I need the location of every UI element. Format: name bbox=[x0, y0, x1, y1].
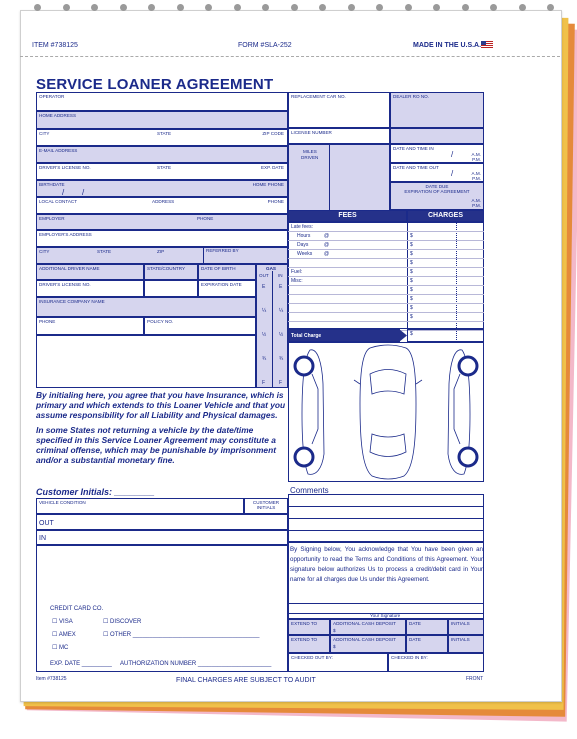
extend-dollar: $ bbox=[333, 628, 336, 633]
fee-row-line bbox=[288, 231, 484, 232]
comments-label: Comments bbox=[290, 486, 329, 495]
fee-row-line bbox=[288, 303, 484, 304]
fee-row-line bbox=[288, 285, 484, 286]
fee-dollar: $ bbox=[410, 233, 413, 239]
gas-divider bbox=[272, 271, 273, 388]
total-charge-value[interactable]: $ bbox=[407, 329, 484, 342]
condition-out-row[interactable]: OUT bbox=[36, 514, 288, 530]
criminal-offense-statement: In some States not returning a vehicle by the date/time specified in this Service Loaner Agreement may constitute a criminal offense, which may be punishable by imprisonment and/or a substantial monetary fine. bbox=[36, 425, 276, 465]
gas-label: GAS bbox=[266, 266, 276, 271]
state-country-field[interactable]: STATE/COUNTRY bbox=[144, 264, 198, 280]
us-flag-icon bbox=[481, 41, 493, 48]
amex-checkbox[interactable]: ☐ AMEX bbox=[52, 632, 76, 638]
your-signature-label: Your Signature bbox=[370, 613, 401, 618]
fee-dollar: $ bbox=[410, 242, 413, 248]
comment-line bbox=[288, 506, 484, 507]
at-hours: @ bbox=[324, 233, 330, 239]
replacement-car-field[interactable]: REPLACEMENT CAR NO. bbox=[288, 92, 390, 128]
item-number: ITEM #738125 bbox=[32, 42, 78, 49]
binding-hole bbox=[490, 4, 497, 11]
binding-holes bbox=[20, 4, 560, 14]
date-of-birth-field[interactable]: DATE OF BIRTH bbox=[198, 264, 256, 280]
fee-dollar: $ bbox=[410, 296, 413, 302]
binding-hole bbox=[34, 4, 41, 11]
phone-field[interactable]: PHONE bbox=[36, 317, 144, 335]
birthdate-field[interactable]: BIRTHDATE HOME PHONE / / bbox=[36, 180, 288, 197]
employer-field[interactable]: EMPLOYER PHONE bbox=[36, 214, 288, 230]
extend-cell[interactable]: DATE bbox=[406, 619, 448, 635]
binding-hole bbox=[519, 4, 526, 11]
credit-card-label: CREDIT CARD CO. bbox=[50, 606, 104, 612]
charges-header: CHARGES bbox=[407, 210, 484, 222]
other-checkbox[interactable]: ☐ OTHER ______________________________________ bbox=[103, 632, 260, 638]
gas-mark-in: E bbox=[279, 284, 283, 290]
fee-dollar: $ bbox=[410, 287, 413, 293]
additional-driver-field[interactable]: ADDITIONAL DRIVER NAME bbox=[36, 264, 144, 280]
fees-header: FEES bbox=[288, 210, 407, 222]
fee-row-line bbox=[288, 276, 484, 277]
extend-cell[interactable]: INITIALS bbox=[448, 635, 484, 653]
binding-hole bbox=[120, 4, 127, 11]
extend-cell[interactable]: EXTEND TO bbox=[288, 619, 330, 635]
state-country-2-field[interactable] bbox=[144, 280, 198, 297]
extend-cell[interactable]: ADDITIONAL CASH DEPOSIT $ bbox=[330, 635, 406, 653]
insurance-statement: By initialing here, you agree that you have Insurance, which is primary and which extends to this Loaner Vehicle and that you assume responsibility for all Liability and Physical damages. bbox=[36, 390, 286, 420]
fee-row-line bbox=[288, 258, 484, 259]
date-time-in-field[interactable]: DATE AND TIME IN / A.M. P.M. bbox=[390, 144, 484, 163]
drivers-license-field[interactable]: DRIVER'S LICENSE NO. STATE EXP. DATE bbox=[36, 163, 288, 180]
binding-hole bbox=[405, 4, 412, 11]
gas-mark-in: ¾ bbox=[279, 356, 284, 362]
fee-dollar: $ bbox=[410, 269, 413, 275]
at-weeks: @ bbox=[324, 251, 330, 257]
misc-label: Misc: bbox=[291, 278, 303, 284]
weeks-label: Weeks bbox=[297, 251, 313, 257]
gas-mark-out: ½ bbox=[262, 332, 267, 338]
checked-in-field[interactable]: CHECKED IN BY: bbox=[388, 653, 484, 672]
binding-hole bbox=[91, 4, 98, 11]
binding-hole bbox=[205, 4, 212, 11]
extend-cell[interactable]: ADDITIONAL CASH DEPOSIT $ bbox=[330, 619, 406, 635]
operator-field[interactable]: OPERATOR bbox=[36, 92, 288, 111]
fee-row-line bbox=[288, 321, 484, 322]
footer-item: Item #738125 bbox=[36, 676, 67, 682]
extend-dollar: $ bbox=[333, 644, 336, 649]
notes-area[interactable] bbox=[36, 335, 256, 388]
binding-hole bbox=[319, 4, 326, 11]
binding-hole bbox=[376, 4, 383, 11]
binding-hole bbox=[148, 4, 155, 11]
expiration-date-field[interactable]: EXPIRATION DATE bbox=[198, 280, 256, 297]
perforation-line bbox=[20, 56, 560, 57]
fee-dollar: $ bbox=[410, 305, 413, 311]
visa-checkbox[interactable]: ☐ VISA bbox=[52, 619, 73, 625]
total-charge-label: Total Charge bbox=[288, 329, 400, 342]
fee-row-line bbox=[288, 312, 484, 313]
binding-hole bbox=[462, 4, 469, 11]
customer-initials-line[interactable]: Customer Initials: ________ bbox=[36, 487, 155, 497]
exp-date-line[interactable]: EXP. DATE _________ bbox=[50, 661, 112, 667]
binding-hole bbox=[234, 4, 241, 11]
fee-dollar: $ bbox=[410, 314, 413, 320]
footer-audit: FINAL CHARGES ARE SUBJECT TO AUDIT bbox=[176, 677, 316, 684]
binding-hole bbox=[63, 4, 70, 11]
mc-checkbox[interactable]: ☐ MC bbox=[52, 645, 69, 651]
days-label: Days bbox=[297, 242, 309, 248]
gas-mark-in: ½ bbox=[279, 332, 284, 338]
binding-hole bbox=[348, 4, 355, 11]
acknowledge-text: By Signing below, You acknowledge that You have been given an opportunity to read the Terms and Conditions of this Agreement. Your signature below authorizes Us to process a credit/debit card in Your name for all charges due Us under this Agreement. bbox=[290, 546, 483, 583]
miles-label: MILES bbox=[303, 149, 317, 154]
binding-hole bbox=[547, 4, 554, 11]
gas-mark-out: F bbox=[262, 380, 266, 386]
fuel-label: Fuel: bbox=[291, 269, 303, 275]
fee-row-line bbox=[288, 240, 484, 241]
extend-cell[interactable]: DATE bbox=[406, 635, 448, 653]
comment-line bbox=[288, 518, 484, 519]
vehicle-diagram bbox=[290, 344, 482, 480]
made-in-usa: MADE IN THE U.S.A. bbox=[413, 42, 482, 49]
extend-cell[interactable]: EXTEND TO bbox=[288, 635, 330, 653]
fee-row-line bbox=[288, 294, 484, 295]
gas-mark-out: ¼ bbox=[262, 308, 267, 314]
dealer-ro-field[interactable]: DEALER RO NO. bbox=[390, 92, 484, 128]
home-address-field[interactable]: HOME ADDRESS bbox=[36, 111, 288, 129]
footer-front: FRONT bbox=[466, 676, 484, 682]
binding-hole bbox=[433, 4, 440, 11]
gas-mark-out: E bbox=[262, 284, 266, 290]
form-number: FORM #SLA-252 bbox=[238, 42, 292, 49]
extend-cell[interactable]: INITIALS bbox=[448, 619, 484, 635]
binding-hole bbox=[262, 4, 269, 11]
gas-out-label: OUT bbox=[259, 273, 269, 278]
fee-row-line bbox=[288, 267, 484, 268]
email-field[interactable]: E-MAIL ADDRESS bbox=[36, 146, 288, 163]
policy-no-field[interactable]: POLICY NO. bbox=[144, 317, 256, 335]
binding-hole bbox=[177, 4, 184, 11]
fee-dollar: $ bbox=[410, 251, 413, 257]
gas-in-label: IN bbox=[278, 273, 283, 278]
insurance-company-field[interactable]: INSURANCE COMPANY NAME bbox=[36, 297, 256, 317]
late-fees-label: Late fees: bbox=[291, 224, 313, 230]
customer-initials-header: CUSTOMER INITIALS bbox=[244, 498, 288, 514]
local-contact-field[interactable]: LOCAL CONTACT ADDRESS PHONE bbox=[36, 197, 288, 214]
date-time-out-field[interactable]: DATE AND TIME OUT / A.M. P.M. bbox=[390, 163, 484, 182]
page-title: SERVICE LOANER AGREEMENT bbox=[36, 76, 274, 93]
employer-address-field[interactable]: EMPLOYER'S ADDRESS bbox=[36, 230, 288, 247]
driven-label: DRIVEN bbox=[301, 155, 319, 160]
city-state-zip-field[interactable]: CITY STATE ZIP CODE bbox=[36, 129, 288, 146]
gas-mark-in: ¼ bbox=[279, 308, 284, 314]
gas-mark-in: F bbox=[279, 380, 283, 386]
date-due-field[interactable]: DATE DUE EXPIRATION OF AGREEMENT A.M. P.M. bbox=[390, 182, 484, 210]
license-number-extra bbox=[390, 128, 484, 144]
checked-out-field[interactable]: CHECKED OUT BY: bbox=[288, 653, 388, 672]
binding-hole bbox=[291, 4, 298, 11]
condition-in-row[interactable]: IN bbox=[36, 530, 288, 545]
fee-row-line bbox=[288, 249, 484, 250]
drivers-license-2-field[interactable]: DRIVER'S LICENSE NO. bbox=[36, 280, 144, 297]
comment-line bbox=[288, 530, 484, 531]
employer-city-field[interactable]: CITY STATE ZIP REFERRED BY bbox=[36, 247, 288, 264]
discover-checkbox[interactable]: ☐ DISCOVER bbox=[103, 619, 142, 625]
authorization-number-line[interactable]: AUTHORIZATION NUMBER ______________________ bbox=[120, 661, 272, 667]
vehicle-condition-header: VEHICLE CONDITION bbox=[36, 498, 244, 514]
fee-dollar: $ bbox=[410, 260, 413, 266]
gas-mark-out: ¾ bbox=[262, 356, 267, 362]
at-days: @ bbox=[324, 242, 330, 248]
license-number-field[interactable]: LICENSE NUMBER bbox=[288, 128, 390, 144]
hours-label: Hours bbox=[297, 233, 311, 239]
fee-dollar: $ bbox=[410, 278, 413, 284]
